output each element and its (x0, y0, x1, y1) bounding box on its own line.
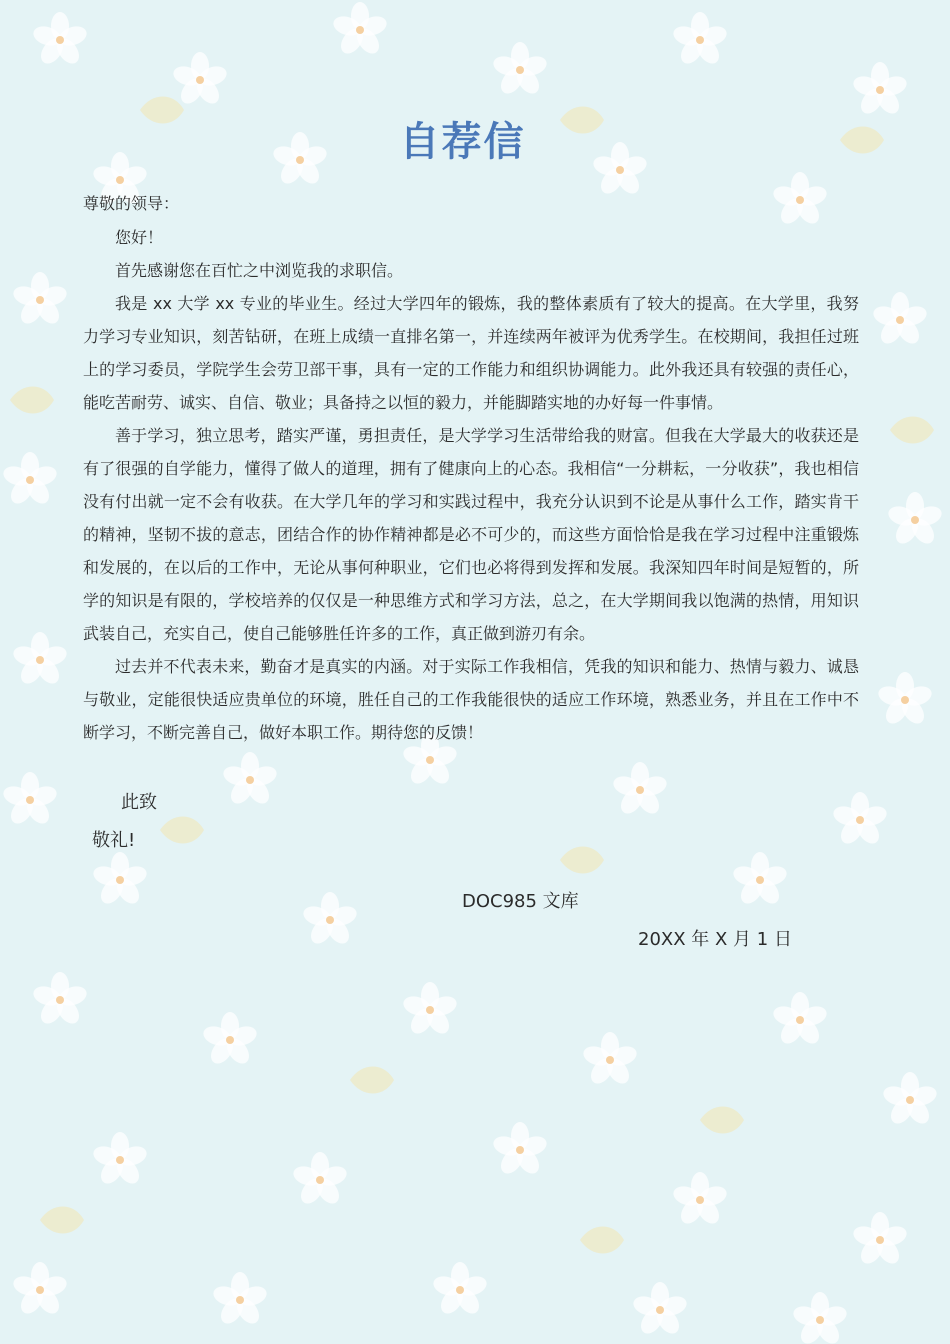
signature: DOC985 文库 (462, 891, 579, 912)
body-paragraph: 善于学习，独立思考，踏实严谨，勇担责任，是大学学习生活带给我的财富。但我在大学最大的收获还是有了很强的自学能力，懂得了做人的道理，拥有了健康向上的心态。我相信“一分耕耘，一分收获”，我也相信没有付出就一定不会有收获。在大学几年的学习和实践过程中，我充分认识到不论是从事什么工作，踏实肯干的精神，坚韧不拔的意志，团结合作的协作精神都是必不可少的，而这些方面恰恰是我在学习过程中注重锻炼和发展的，在以后的工作中，无论从事何种职业，它们也必将得到发挥和发展。我深知四年时间是短暂的，所学的知识是有限的，学校培养的仅仅是一种思维方式和学习方法，总之，在大学期间我以饱满的热情，用知识武装自己，充实自己，使自己能够胜任许多的工作，真正做到游刃有余。 (83, 426, 859, 643)
letter-title: 自荐信 (399, 119, 526, 165)
body-paragraph: 过去并不代表未来，勤奋才是真实的内涵。对于实际工作我相信，凭我的知识和能力、热情与毅力、诚恳与敬业，定能很快适应贵单位的环境，胜任自己的工作我能很快的适应工作环境，熟悉业务，并且在工作中不断学习，不断完善自己，做好本职工作。期待您的反馈！ (83, 657, 859, 742)
body-paragraph: 您好！ (115, 228, 164, 247)
closing-line-1: 此致 (121, 792, 157, 813)
salutation: 尊敬的领导： (83, 194, 180, 213)
letter-date: 20XX 年 X 月 1 日 (638, 929, 792, 950)
body-paragraph: 我是 xx 大学 xx 专业的毕业生。经过大学四年的锻炼，我的整体素质有了较大的提高。在大学里，我努力学习专业知识，刻苦钻研，在班上成绩一直排名第一，并连续两年被评为优秀学生。在校期间，我担任过班上的学习委员，学院学生会劳卫部干事，具有一定的工作能力和组织协调能力。此外我还具有较强的责任心，能吃苦耐劳、诚实、自信、敬业；具备持之以恒的毅力，并能脚踏实地的办好每一件事情。 (83, 294, 859, 412)
letter-body (83, 221, 859, 749)
closing-line-2: 敬礼! (92, 830, 136, 851)
body-paragraph: 首先感谢您在百忙之中浏览我的求职信。 (115, 261, 404, 280)
